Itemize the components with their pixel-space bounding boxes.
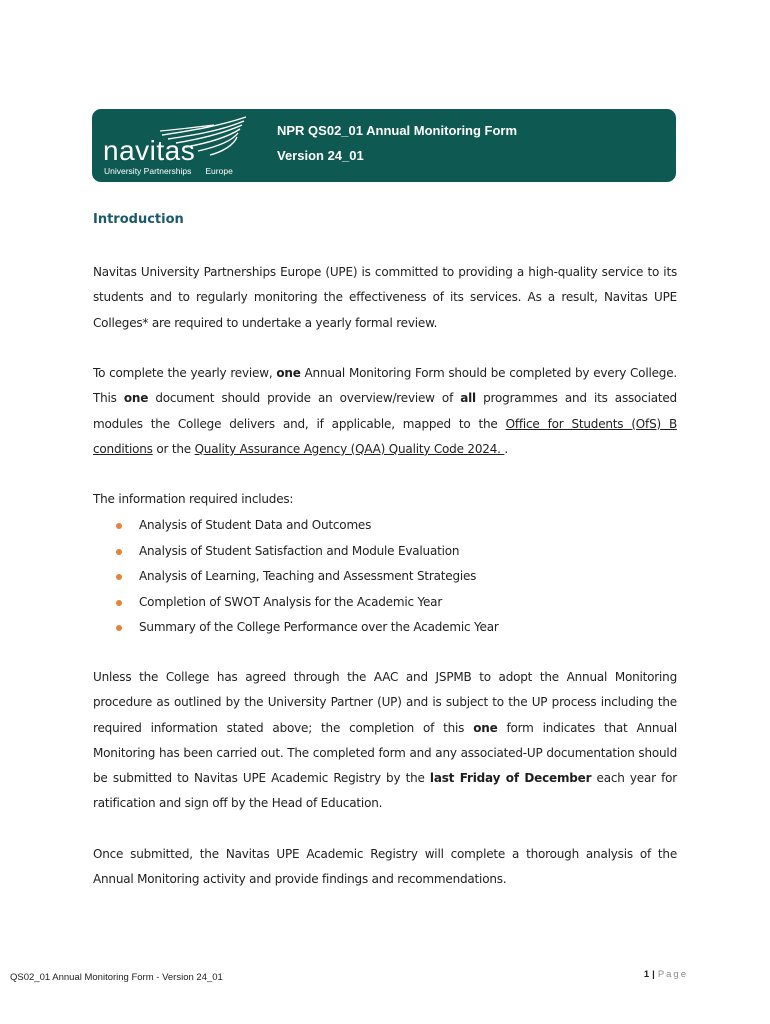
list-item: [93, 590, 499, 616]
text-run: To complete the yearly review,: [93, 366, 277, 380]
page-number: 1: [643, 969, 650, 980]
text-run: or the: [152, 441, 195, 456]
list-item-text: Analysis of Learning, Teaching and Assessment Strategies: [139, 569, 477, 583]
emphasis-one: one: [473, 720, 498, 735]
page-separator: |: [652, 969, 655, 980]
info-required-lead: The information required includes:: [93, 492, 294, 506]
document-title: NPR QS02_01 Annual Monitoring Form: [277, 123, 518, 138]
bullet-dot-icon: [116, 549, 122, 555]
logo-subtitle: [104, 166, 233, 176]
intro-paragraph-5: Once submitted, the Navitas UPE Academic Registry will complete a thorough analysis of the Annual Monitoring activity and provide findings and recommendations.: [93, 847, 677, 887]
list-item: [93, 539, 499, 565]
section-heading-introduction: Introduction: [93, 212, 184, 227]
bullet-dot-icon: [116, 574, 122, 580]
list-item-text: Completion of SWOT Analysis for the Academic Year: [139, 594, 443, 609]
list-item-text: Summary of the College Performance over the Academic Year: [139, 620, 499, 634]
text-run: Unless the College has agreed through the AAC and JSPMB to adopt the Annual Monitoring procedure as outlined by the University Partner (UP) and is subject to the UP process including the required information stated above; the completion of this: [93, 670, 677, 735]
logo-wordmark: navitas: [103, 135, 196, 166]
required-info-list: [93, 513, 499, 641]
logo-subtitle-text: University Partnerships: [104, 166, 192, 176]
text-run: Annual Monitoring Form should be completed by every College. This: [93, 366, 677, 406]
list-item-text: Analysis of Student Data and Outcomes: [139, 518, 372, 532]
list-item: [93, 615, 499, 641]
emphasis-deadline: last Friday of December: [429, 771, 592, 786]
list-item-text: Analysis of Student Satisfaction and Module Evaluation: [139, 543, 460, 558]
list-item: [93, 564, 499, 590]
page-label: Page: [657, 969, 688, 980]
bullet-dot-icon: [116, 625, 122, 631]
navitas-logo: [100, 115, 250, 177]
intro-paragraph-4: [93, 665, 677, 817]
text-run: .: [504, 441, 508, 456]
intro-paragraph-1: Navitas University Partnerships Europe (UPE) is committed to providing a high-quality service to its students and to regularly monitoring the effectiveness of its services. As a result, Navitas UPE Colleges* are required to undertake a yearly formal review.: [93, 265, 677, 330]
document-version: Version 24_01: [277, 148, 364, 163]
logo-region: Europe: [205, 166, 233, 176]
text-run: each year for ratification and sign off by the Head of Education.: [93, 771, 677, 811]
ofs-conditions-link[interactable]: Office for Students (OfS) B conditions: [93, 416, 677, 456]
intro-paragraph-2: [93, 361, 677, 462]
list-item: [93, 513, 499, 539]
text-run: document should provide an overview/review of: [148, 391, 461, 406]
footer-document-label: QS02_01 Annual Monitoring Form - Version 24_01: [10, 972, 223, 983]
emphasis-one: one: [276, 366, 301, 380]
header-banner: [92, 109, 676, 182]
text-run: form indicates that Annual Monitoring has been carried out. The completed form and any associated-UP documentation should be submitted to Navitas UPE Academic Registry by the: [93, 720, 677, 786]
qaa-quality-code-link[interactable]: Quality Assurance Agency (QAA) Quality Code 2024.: [194, 441, 505, 456]
emphasis-all: all: [460, 391, 476, 406]
bullet-dot-icon: [116, 523, 122, 529]
text-run: programmes and its associated modules the College delivers and, if applicable, mapped to the: [93, 391, 677, 431]
footer-page-number: [644, 969, 688, 980]
bullet-dot-icon: [116, 600, 122, 606]
emphasis-one: one: [123, 391, 149, 406]
